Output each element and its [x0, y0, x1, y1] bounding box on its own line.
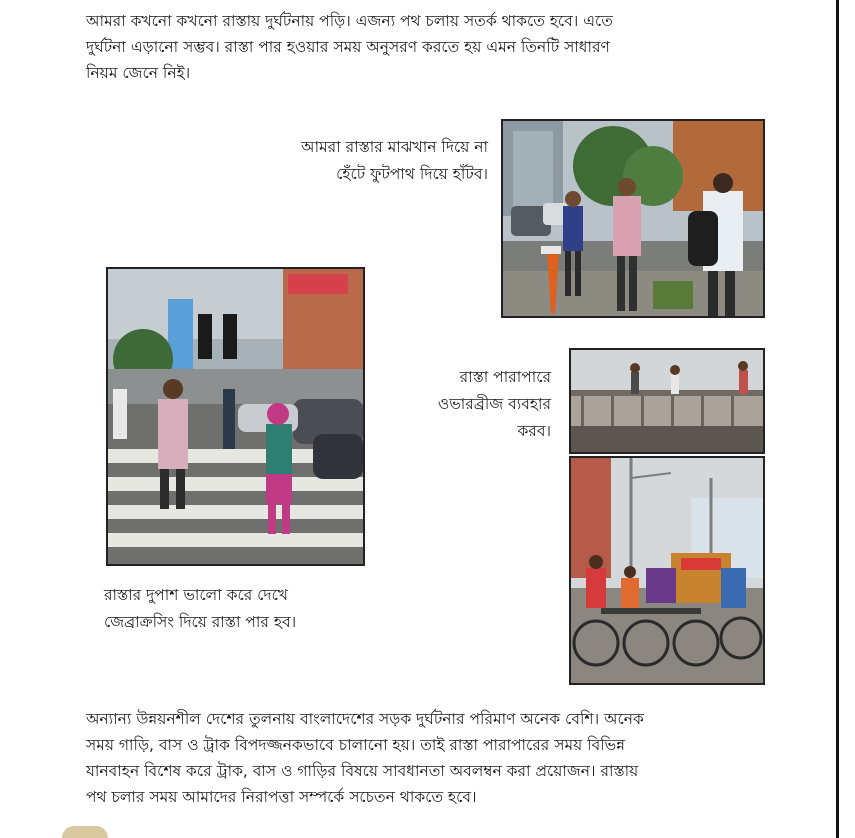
footpath-photo	[501, 119, 765, 318]
rickshaw-traffic-photo	[569, 456, 765, 685]
intro-line: আমরা কখনো কখনো রাস্তায় দুর্ঘটনায় পড়ি। এজন্য পথ চলায় সতর্ক থাকতে হবে। এতে	[86, 12, 613, 30]
conclusion-line: অন্যান্য উন্নয়নশীল দেশের তুলনায় বাংলাদেশের সড়ক দুর্ঘটনার পরিমাণ অনেক বেশি। অনেক	[86, 710, 644, 728]
caption-line: জেব্রাক্রসিং দিয়ে রাস্তা পার হব।	[104, 613, 297, 631]
conclusion-line: যানবাহন বিশেষ করে ট্রাক, বাস ও গাড়ির বিষয়ে সাবধানতা অবলম্বন করা প্রয়োজন। রাস্তায়	[86, 762, 639, 780]
zebra-crossing-photo	[106, 267, 365, 566]
page-corner-decoration	[62, 826, 108, 838]
caption-line: হেঁটে ফুটপাথ দিয়ে হাঁটব।	[336, 165, 488, 183]
zebra-crossing-caption	[104, 582, 374, 636]
intro-line: দুর্ঘটনা এড়ানো সম্ভব। রাস্তা পার হওয়ার সময় অনুসরণ করতে হয় এমন তিনটি সাধারণ	[86, 38, 610, 56]
caption-line: করব।	[517, 422, 551, 440]
caption-line: ওভারব্রীজ ব্যবহার	[437, 395, 551, 413]
page-border-line	[836, 0, 839, 838]
caption-line: আমরা রাস্তার মাঝখান দিয়ে না	[300, 138, 488, 156]
caption-line: রাস্তার দুপাশ ভালো করে দেখে	[104, 586, 288, 604]
intro-paragraph	[86, 8, 816, 86]
conclusion-line: পথ চলার সময় আমাদের নিরাপত্তা সম্পর্কে সচেতন থাকতে হবে।	[86, 788, 477, 806]
overbridge-caption	[393, 364, 551, 445]
overbridge-photo	[569, 348, 765, 454]
conclusion-paragraph	[86, 706, 816, 810]
footpath-caption	[230, 134, 488, 188]
caption-line: রাস্তা পারাপারে	[459, 368, 551, 386]
conclusion-line: সময় গাড়ি, বাস ও ট্রাক বিপদজ্জনকভাবে চালানো হয়। তাই রাস্তা পারাপারের সময় বিভিন্ন	[86, 736, 626, 754]
intro-line: নিয়ম জেনে নিই।	[86, 64, 191, 82]
